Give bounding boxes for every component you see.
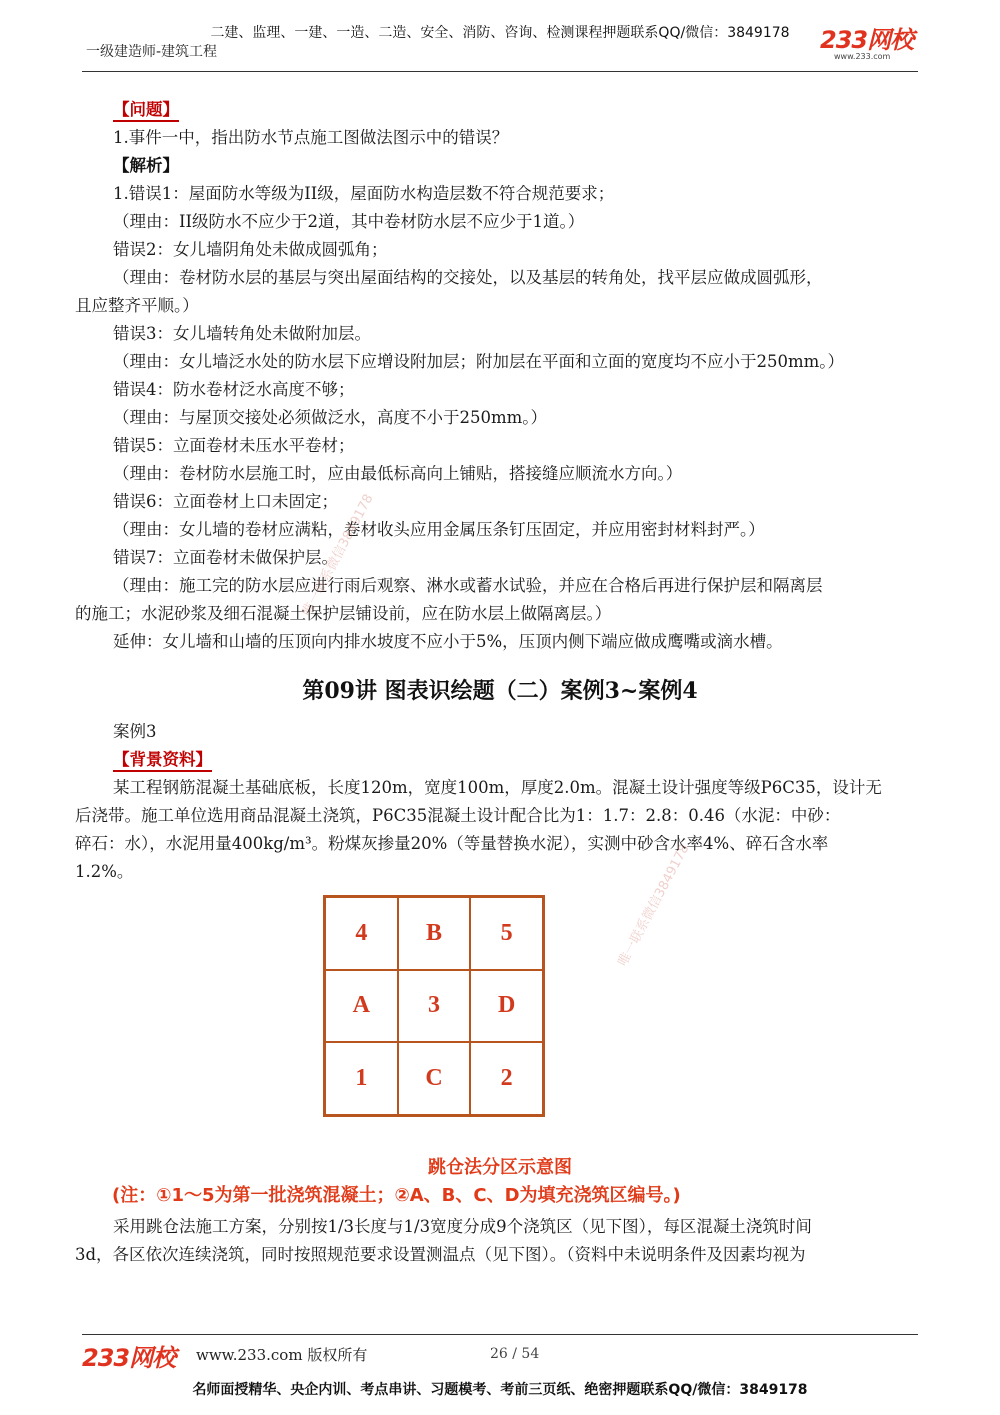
analysis-line: （理由：ⅠⅠ级防水不应少于2道，其中卷材防水层不应少于1道。） bbox=[113, 212, 585, 231]
background-line: 碎石：水），水泥用量400kg/m³。粉煤灰掺量20%（等量替换水泥），实测中砂含水率4%、碎石含水率 bbox=[75, 834, 829, 853]
pour-zone-grid bbox=[323, 895, 545, 1117]
grid-cell: C bbox=[398, 1042, 471, 1115]
analysis-line: 错误7：立面卷材未做保护层。 bbox=[113, 548, 338, 567]
question-tag: 【问题】 bbox=[113, 100, 179, 122]
grid-cell: A bbox=[325, 970, 398, 1043]
analysis-line: （理由：与屋顶交接处必须做泛水，高度不小于250mm。） bbox=[113, 408, 548, 427]
analysis-line: （理由：卷材防水层施工时，应由最低标高向上铺贴，搭接缝应顺流水方向。） bbox=[113, 464, 683, 483]
footer-contact-line: 名师面授精华、央企内训、考点串讲、习题模考、考前三页纸、绝密押题联系QQ/微信：3849178 bbox=[192, 1382, 808, 1398]
grid-cell: 1 bbox=[325, 1042, 398, 1115]
analysis-line: （理由：女儿墙的卷材应满粘，卷材收头应用金属压条钉压固定，并应用密封材料封严。） bbox=[113, 520, 765, 539]
trailing-line: 3d，各区依次连续浇筑，同时按照规范要求设置测温点（见下图）。（资料中未说明条件及因素均视为 bbox=[75, 1245, 806, 1264]
background-tag-row bbox=[113, 746, 963, 774]
analysis-line: 错误2：女儿墙阴角处未做成圆弧角； bbox=[113, 240, 388, 259]
header-contact-line: 二建、监理、一建、一造、二造、安全、消防、咨询、检测课程押题联系QQ/微信：3849178 bbox=[210, 25, 790, 41]
case-label: 案例3 bbox=[113, 722, 157, 741]
analysis-line: 1.错误1：屋面防水等级为ⅠⅠ级，屋面防水构造层数不符合规范要求； bbox=[113, 184, 615, 203]
analysis-line: （理由：施工完的防水层应进行雨后观察、淋水或蓄水试验，并应在合格后再进行保护层和隔离层 bbox=[113, 576, 823, 595]
analysis-line: 错误5：立面卷材未压水平卷材； bbox=[113, 436, 355, 455]
analysis-line: 错误4：防水卷材泛水高度不够； bbox=[113, 380, 355, 399]
grid-cell: B bbox=[398, 897, 471, 970]
footer-copyright: www.233.com 版权所有 bbox=[196, 1346, 368, 1364]
analysis-line: 错误6：立面卷材上口未固定； bbox=[113, 492, 338, 511]
analysis-line: （理由：卷材防水层的基层与突出屋面结构的交接处，以及基层的转角处，找平层应做成圆弧形， bbox=[113, 268, 823, 287]
trailing-line: 采用跳仓法施工方案，分别按1/3长度与1/3宽度分成9个浇筑区（见下图），每区混凝土浇筑时间 bbox=[113, 1217, 812, 1236]
grid-cell: 3 bbox=[398, 970, 471, 1043]
diagram-caption: 跳仓法分区示意图 bbox=[428, 1157, 572, 1178]
watermark: 唯一联系微信3849178 bbox=[615, 841, 693, 969]
page-number: 26 / 54 bbox=[490, 1346, 540, 1362]
header-subject: 一级建造师-建筑工程 bbox=[86, 44, 218, 60]
analysis-line: 的施工；水泥砂浆及细石混凝土保护层铺设前，应在防水层上做隔离层。） bbox=[75, 604, 612, 623]
header-logo bbox=[820, 28, 920, 64]
analysis-line: （理由：女儿墙泛水处的防水层下应增设附加层；附加层在平面和立面的宽度均不应小于250mm。） bbox=[113, 352, 845, 371]
background-line: 1.2%。 bbox=[75, 862, 134, 881]
analysis-line: 错误3：女儿墙转角处未做附加层。 bbox=[113, 324, 371, 343]
analysis-line: 且应整齐平顺。） bbox=[75, 296, 199, 315]
analysis-tag bbox=[113, 152, 963, 180]
section-title: 第09讲 图表识绘题（二）案例3~案例4 bbox=[302, 678, 698, 704]
watermark: 唯一联系微信3849178 bbox=[299, 491, 377, 619]
footer-logo: 233网校 bbox=[82, 1344, 176, 1372]
analysis-line: 延伸：女儿墙和山墙的压顶向内排水坡度不应小于5%，压顶内侧下端应做成鹰嘴或滴水槽。 bbox=[113, 632, 783, 651]
grid-cell: 2 bbox=[470, 1042, 543, 1115]
grid-cell: 5 bbox=[470, 897, 543, 970]
question-tag-row bbox=[113, 96, 963, 124]
header-divider bbox=[82, 71, 918, 72]
question-text: 1.事件一中，指出防水节点施工图做法图示中的错误？ bbox=[113, 128, 509, 147]
grid-cell: D bbox=[470, 970, 543, 1043]
analysis-tag-label: 【解析】 bbox=[113, 156, 179, 175]
header-logo-text: 233网校 bbox=[820, 26, 914, 54]
grid-cell: 4 bbox=[325, 897, 398, 970]
footer-divider bbox=[82, 1334, 918, 1335]
background-line: 某工程钢筋混凝土基础底板，长度120m，宽度100m，厚度2.0m。混凝土设计强度等级P6C35，设计无 bbox=[113, 778, 882, 797]
background-line: 后浇带。施工单位选用商品混凝土浇筑，P6C35混凝土设计配合比为1：1.7：2.8：0.46（水泥：中砂： bbox=[75, 806, 841, 825]
diagram-note: (注：①1～5为第一批浇筑混凝土；②A、B、C、D为填充浇筑区编号。) bbox=[112, 1185, 681, 1206]
background-tag: 【背景资料】 bbox=[113, 750, 212, 772]
header-logo-url: www.233.com bbox=[834, 52, 891, 61]
